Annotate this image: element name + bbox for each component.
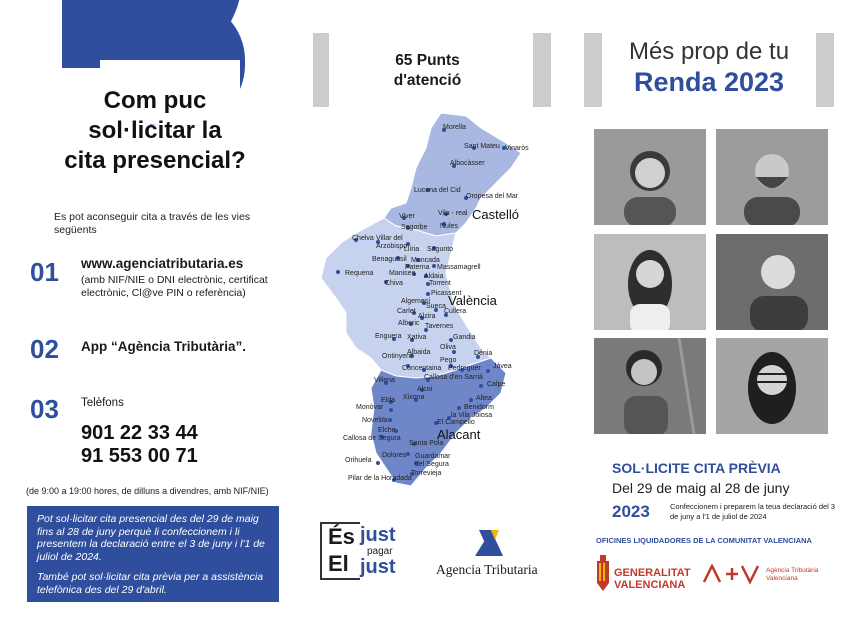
year-label: 2023	[612, 502, 650, 521]
town-label: Viver	[399, 213, 415, 220]
town-label: Callosa d'en Sarrià	[424, 374, 483, 381]
town-label: Jàvea	[493, 363, 512, 370]
portrait-photo	[716, 234, 828, 330]
town-label: Xixona	[403, 394, 425, 401]
town-label: Alberic	[398, 320, 420, 327]
right-title-accent: Renda 2023	[633, 67, 785, 97]
town-label: Dolores	[382, 452, 407, 459]
right-title: Més prop de tu	[628, 38, 790, 65]
town-label: Requena	[345, 270, 374, 277]
town-label: Orihuela	[345, 457, 372, 464]
atv-logo-icon	[702, 564, 760, 584]
generalitat-shield-icon	[595, 555, 611, 593]
town-label: Concentaina	[402, 365, 442, 372]
town-label: Segorbe	[401, 224, 428, 231]
town-label: Monòvar	[356, 404, 384, 411]
town-label: Tavernes	[425, 323, 454, 330]
step-number: 02	[30, 334, 59, 364]
town-label: Sueca	[426, 303, 446, 310]
town-label: Lucena del Cid	[414, 187, 461, 194]
town-label: Villena	[374, 377, 395, 384]
info-box	[27, 506, 279, 602]
town-label: Altea	[476, 395, 492, 402]
info-paragraph: Pot sol·licitar cita presencial des del 29 de maig fins al 28 de juny perquè li confeccionem i li presentem la declaració entre el 3 de juny i l'1 de juliol de 2024.	[37, 513, 265, 563]
info-paragraph: També pot sol·licitar cita prèvia per a assistència telefònica des del 29 d'abril.	[37, 571, 264, 596]
town-label: Algemesí	[401, 298, 431, 305]
agencia-tributaria-icon	[475, 528, 507, 558]
town-label: Paterna	[405, 264, 430, 271]
map-title: 65 Punts d'atenció	[393, 52, 462, 89]
town-label: Aldaia	[424, 273, 444, 280]
phone-number[interactable]: 91 553 00 71	[81, 445, 198, 467]
town-label: Guardamar del Segura	[415, 453, 451, 468]
town-label: Pilar de la Horadada	[348, 475, 412, 482]
portrait-photo	[594, 338, 706, 434]
town-label: Novelda	[362, 417, 388, 424]
hours-text: (de 9:00 a 19:00 hores, de dilluns a divendres, amb NIF/NIE)	[26, 486, 269, 496]
town-label: Chiva	[385, 280, 403, 287]
portrait-photo	[594, 234, 706, 330]
town-label: Moncada	[411, 257, 440, 264]
town-label: Pego	[440, 357, 457, 364]
town-label: Callosa de Segura	[343, 435, 401, 442]
app-label: App “Agència Tributària”.	[81, 339, 247, 354]
portrait-photo	[594, 129, 706, 225]
generalitat-logo-text: GENERALITAT VALENCIANA	[614, 567, 691, 591]
cita-dates: Del 29 de maig al 28 de juny	[612, 480, 790, 496]
town-label: Elda	[381, 397, 396, 404]
town-label: Gandia	[453, 334, 476, 341]
town-label: Chelva	[352, 235, 374, 242]
town-label: Albocàsser	[450, 160, 485, 167]
town-label: Alcoi	[417, 386, 433, 393]
es-just-logo: És El just pagar just	[320, 522, 408, 580]
grey-bar	[313, 33, 329, 107]
cita-note: Confeccionem i preparem la teua declaració del 3 de juny a l'1 de juliol de 2024	[670, 502, 836, 521]
grey-bar	[533, 33, 551, 107]
town-label: El Campello	[437, 419, 475, 426]
agencia-tributaria-text: Agencia Tributaria	[436, 562, 538, 577]
town-label: Dénia	[474, 350, 493, 357]
town-label: Nules	[440, 223, 458, 230]
town-label: Carlet	[397, 308, 416, 315]
town-label: Benidorm	[464, 404, 494, 411]
intro-text: Es pot aconseguir cita a través de les vies següents	[54, 211, 251, 236]
town-label: Manises	[389, 270, 416, 277]
town-label: Santa Pola	[409, 440, 444, 447]
town-label: Elche	[378, 427, 396, 434]
town-label: Ontinyent	[382, 353, 412, 360]
town-label: Massamagrell	[437, 264, 481, 271]
left-title: Com puc sol·licitar la cita presencial?	[64, 87, 246, 174]
portrait-photo	[716, 129, 828, 225]
town-label: Pedreguer	[448, 365, 481, 372]
oficines-label: OFICINES LIQUIDADORES DE LA COMUNITAT VALENCIANA	[596, 536, 812, 545]
town-label: Torrent	[429, 280, 451, 287]
portrait-photo	[716, 338, 828, 434]
town-label: Cullera	[444, 308, 467, 315]
town-label: la Vila Joiosa	[451, 412, 493, 419]
province-label: València	[448, 293, 497, 308]
step-number: 01	[30, 257, 59, 287]
town-label: Vila - real	[438, 210, 468, 217]
town-label: Oliva	[440, 344, 456, 351]
town-label: Xativa	[407, 334, 427, 341]
town-label: Albaida	[407, 349, 431, 356]
town-label: Sagunto	[427, 246, 454, 253]
province-label: Castelló	[472, 207, 519, 222]
town-label: Picassent	[431, 290, 462, 297]
phone-number[interactable]: 901 22 33 44	[81, 422, 198, 444]
step-number: 03	[30, 394, 59, 424]
town-label: Villar del Arzobispo	[376, 235, 408, 250]
town-label: Morella	[443, 124, 466, 131]
town-label: Benaguasil	[372, 256, 407, 263]
province-label: Alacant	[437, 427, 481, 442]
website-link[interactable]: www.agenciatributaria.es	[81, 256, 244, 271]
phones-label: Telèfons	[81, 397, 124, 409]
town-label: Oropesa del Mar	[466, 193, 519, 200]
town-label: Calpe	[487, 381, 506, 388]
grey-bar	[584, 33, 602, 107]
town-label: Sant Mateu	[464, 143, 500, 150]
grey-bar	[816, 33, 834, 107]
cita-heading: SOL·LICITE CITA PRÈVIA	[612, 460, 781, 476]
atv-logo-text: Agència Tributària Valenciana	[766, 567, 819, 582]
website-note: (amb NIF/NIE o DNI electrònic, certificat electrònic, Cl@ve PIN o referència)	[81, 274, 268, 299]
town-label: Vinaròs	[505, 145, 529, 152]
town-label: Alzira	[418, 313, 436, 320]
town-label: Enguera	[375, 333, 402, 340]
town-label: Torrevieja	[411, 470, 442, 477]
town-label: Llíria	[404, 246, 420, 253]
